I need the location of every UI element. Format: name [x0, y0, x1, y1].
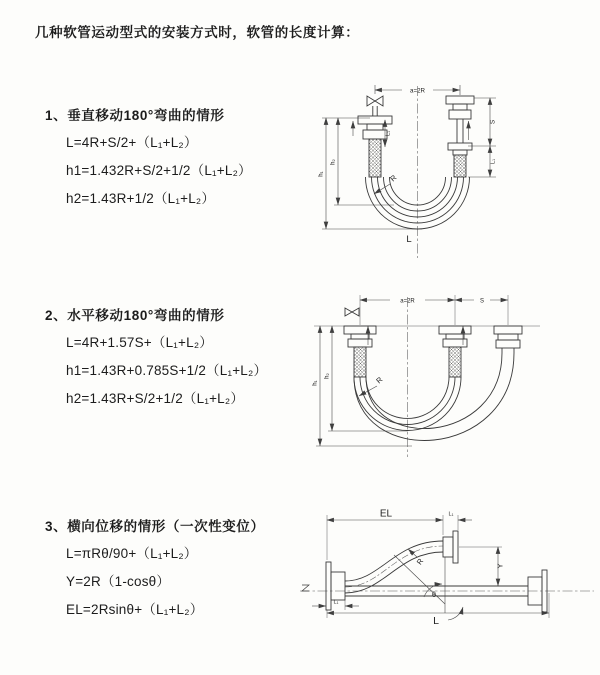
- dim-label-a2r: a=2R: [400, 298, 415, 305]
- radius-label: R: [374, 374, 385, 386]
- section-2-formulas: [45, 329, 267, 413]
- valve-icon: [367, 96, 383, 106]
- braided-hose-section: [354, 347, 366, 377]
- angle-label-theta: θ: [432, 592, 436, 599]
- dim-label-y: Y: [495, 563, 505, 569]
- diagram-horizontal-180-bend: [308, 283, 600, 463]
- section-2-heading: 2、水平移动180°弯曲的情形: [45, 308, 225, 323]
- radius-label: R: [388, 172, 399, 184]
- formula-L: L=4R+1.57S+（L₁+L₂）: [66, 335, 213, 350]
- dim-label-l: L: [433, 615, 439, 627]
- hose-and-fittings: [326, 531, 547, 612]
- dim-label-l: L: [406, 234, 412, 245]
- dimension-lines: [314, 295, 540, 446]
- formula-h1: h1=1.43R+0.785S+1/2（L₁+L₂）: [66, 363, 268, 378]
- formula-L: L=πRθ/90+（L₁+L₂）: [66, 546, 198, 561]
- dim-label-h2: h₂: [330, 159, 337, 165]
- dimension-lines: [312, 515, 549, 618]
- valve-icon: [345, 308, 359, 316]
- section-3-formulas: [45, 540, 265, 624]
- dim-label-s: S: [479, 298, 485, 305]
- dim-label-l1-left: L₁: [385, 131, 392, 136]
- hose-and-fittings: [344, 308, 522, 440]
- section-1-heading: 1、垂直移动180°弯曲的情形: [45, 108, 225, 123]
- centerline: [300, 546, 594, 591]
- dim-label-el: EL: [379, 508, 393, 520]
- dim-label-s: S: [489, 119, 497, 125]
- formula-EL: EL=2Rsinθ+（L₁+L₂）: [66, 602, 204, 617]
- dim-label-l1-right: L₁: [490, 159, 497, 164]
- formula-h1: h1=1.432R+S/2+1/2（L₁+L₂）: [66, 163, 252, 178]
- dim-label-l1-bottom: L₁: [333, 599, 339, 606]
- section-3: [45, 515, 265, 624]
- dim-label-h2: h₂: [324, 373, 331, 379]
- dim-label-h1: h₁: [312, 380, 319, 386]
- section-1-formulas: [45, 129, 252, 213]
- diagram-vertical-180-bend: [310, 70, 600, 265]
- dim-label-h1: h₁: [318, 171, 325, 177]
- page-title: 几种软管运动型式的安装方式时，软管的长度计算：: [35, 25, 360, 40]
- dim-label-a2r: a=2R: [410, 87, 425, 95]
- braided-hose-section: [369, 139, 381, 177]
- formula-h2: h2=1.43R+S/2+1/2（L₁+L₂）: [66, 391, 245, 406]
- formula-h2: h2=1.43R+1/2（L₁+L₂）: [66, 191, 216, 206]
- dimension-lines: [322, 85, 496, 229]
- section-2: [45, 304, 267, 413]
- section-1: [45, 104, 252, 213]
- dim-label-l1-top: L₁: [448, 511, 454, 518]
- diagram-lateral-displacement: [296, 500, 600, 660]
- braided-hose-section: [454, 155, 466, 177]
- braided-hose-section: [449, 347, 461, 377]
- datum-z-icon: [302, 585, 309, 591]
- hose-and-fittings: [358, 96, 474, 229]
- section-3-heading: 3、横向位移的情形（一次性变位）: [45, 519, 265, 534]
- radius-label: R: [414, 556, 426, 567]
- formula-L: L=4R+S/2+（L₁+L₂）: [66, 135, 198, 150]
- formula-Y: Y=2R（1-cosθ）: [66, 574, 171, 589]
